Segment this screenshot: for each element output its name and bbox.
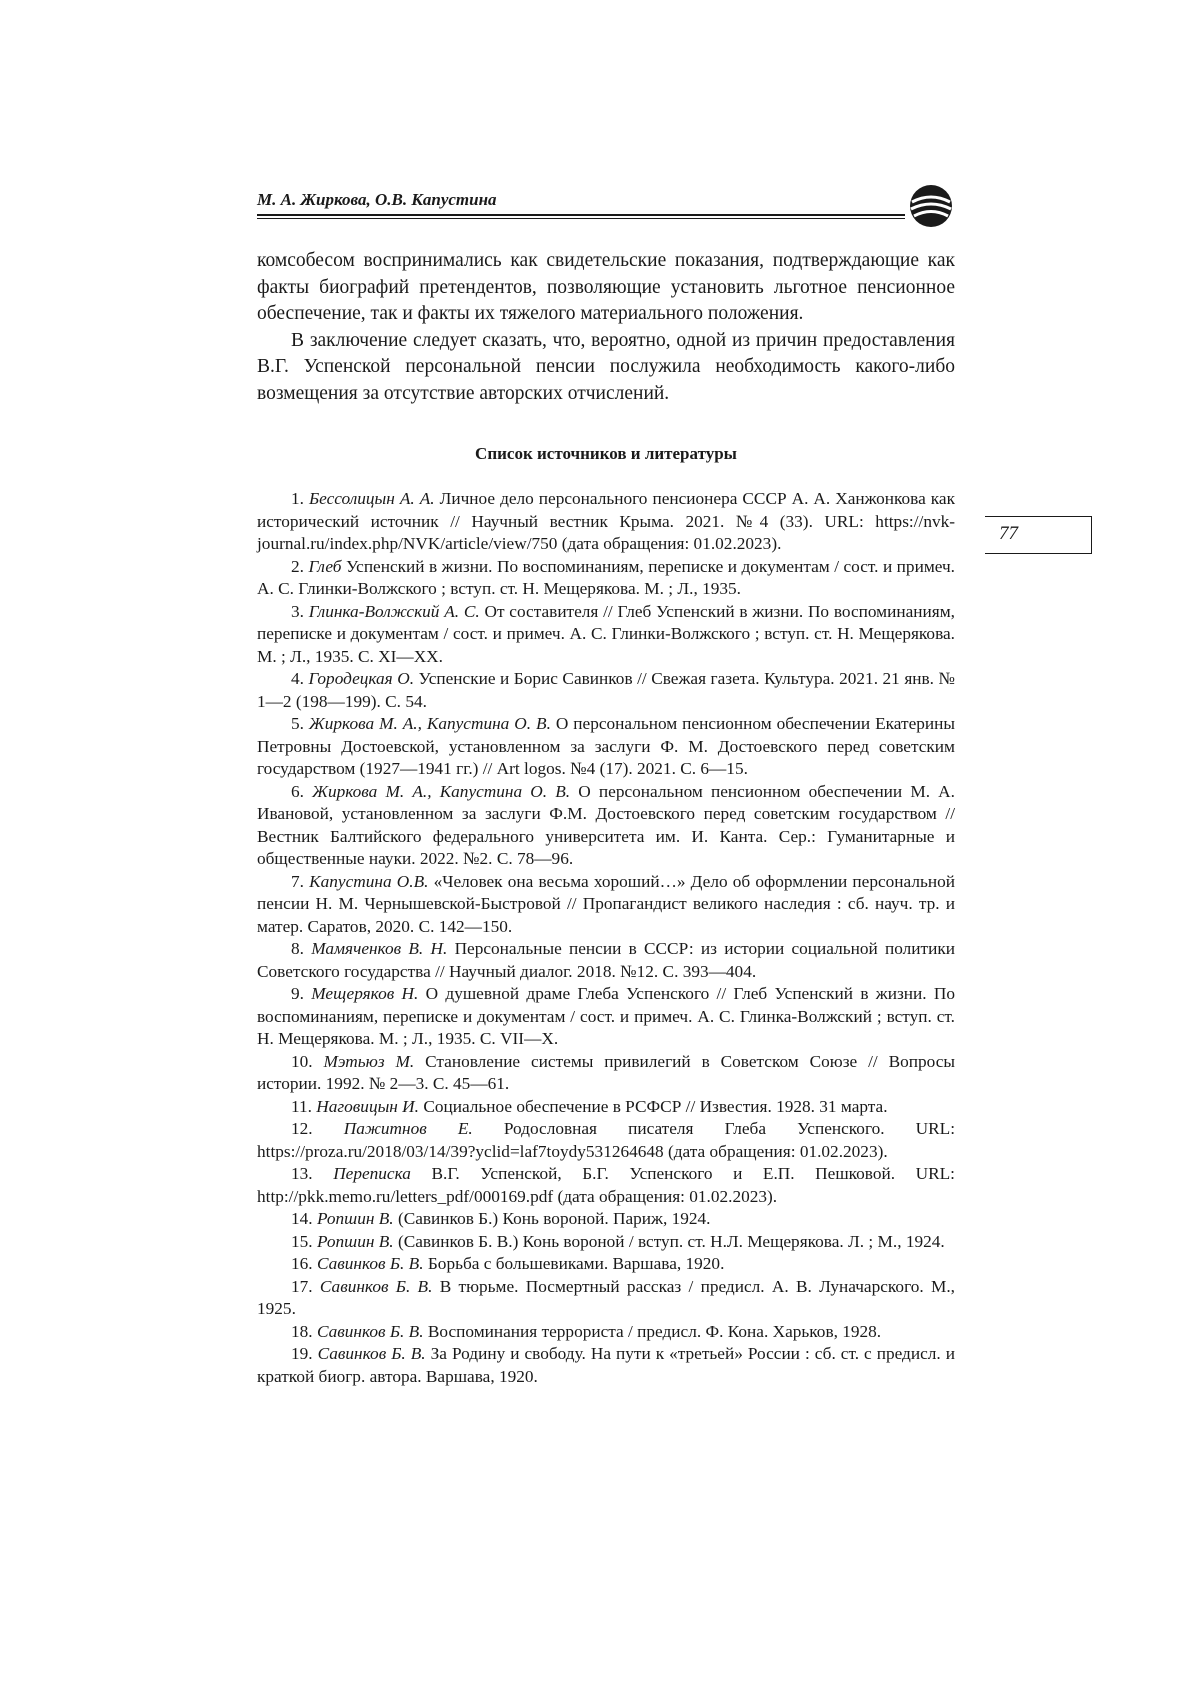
reference-number: 8. — [291, 939, 304, 958]
reference-text: Становление системы привилегий в Советском Союзе // Вопросы истории. 1992. № 2—3. С. 45—61. — [257, 1051, 955, 1093]
reference-number: 19. — [291, 1344, 313, 1363]
reference-number: 12. — [291, 1119, 313, 1138]
reference-item — [257, 1051, 955, 1096]
reference-text: Личное дело персонального пенсионера СССР А. А. Ханжонкова как исторический источник // Научный вестник Крыма. 2021. №4 (33). URL: https://nvk-journal.ru/index.php/NVK/article/view/750 (дата обращения: 01.02.2023). — [257, 489, 955, 553]
page-number: 77 — [999, 523, 1018, 544]
reference-author: Савинков Б. В. — [316, 1254, 424, 1273]
reference-text: Успенский в жизни. По воспоминаниям, переписке и документам / сост. и примеч. А. С. Глинки-Волжского ; вступ. ст. Н. Мещерякова. М. ; Л., 1935. — [257, 556, 956, 598]
reference-author: Ропшин В. — [316, 1231, 394, 1251]
reference-author: Жиркова М. А., Капустина О. В. — [308, 714, 551, 733]
reference-number: 15. — [291, 1231, 313, 1251]
reference-text: За Родину и свободу. На пути к «третьей» России : сб. ст. с предисл. и краткой биогр. автора. Варшава, 1920. — [257, 1344, 955, 1386]
reference-number: 11. — [291, 1096, 312, 1116]
reference-item — [257, 601, 955, 669]
reference-author: Савинков Б. В. — [317, 1344, 426, 1363]
reference-text: Персональные пенсии в СССР: из истории социальной политики Советского государства // Научный диалог. 2018. №12. С. 393—404. — [257, 939, 955, 981]
reference-text: В тюрьме. Посмертный рассказ / предисл. А. В. Луначарского. М., 1925. — [257, 1276, 955, 1318]
reference-item — [257, 1321, 955, 1344]
reference-item — [257, 1118, 955, 1163]
reference-number: 3. — [291, 601, 304, 621]
references-list — [257, 488, 955, 1388]
paragraph: комсобесом воспринимались как свидетельские показания, подтверждающие как факты биографий претендентов, позволяющие установить льготное пенсионное обеспечение, так и факты их тяжелого материального положения. — [257, 250, 955, 324]
reference-item — [257, 781, 955, 871]
journal-logo-icon — [907, 182, 955, 230]
header-rule-thin — [257, 218, 905, 219]
paragraph: В заключение следует сказать, что, вероятно, одной из причин предоставления В.Г. Успенской персональной пенсии послужила необходимость какого-либо возмещения за отсутствие авторских отчислений. — [257, 329, 955, 404]
reference-text: Воспоминания террориста / предисл. Ф. Кона. Харьков, 1928. — [427, 1321, 882, 1341]
reference-number: 13. — [291, 1164, 313, 1183]
reference-author: Мещеряков Н. — [311, 984, 419, 1003]
reference-number: 17. — [291, 1276, 313, 1296]
reference-text: Родословная писателя Глеба Успенского. URL: https://proza.ru/2018/03/14/39?yclid=laf7toydy531264648 (дата обращения: 01.02.2023). — [257, 1119, 956, 1161]
reference-text: От составителя // Глеб Успенский в жизни. По воспоминаниям, переписке и документам / сост. и примеч. А. С. Глинки-Волжского ; вступ. ст. Н. Мещерякова. М. ; Л., 1935. С. XI—XX. — [257, 601, 955, 666]
reference-author: Переписка — [333, 1164, 411, 1183]
reference-text: Борьба с большевиками. Варшава, 1920. — [427, 1254, 725, 1273]
reference-item — [257, 713, 955, 781]
reference-author: Ропшин В. — [316, 1209, 394, 1228]
reference-author: Наговицын И. — [316, 1096, 419, 1116]
reference-number: 4. — [291, 669, 304, 688]
reference-item — [257, 488, 955, 556]
reference-item — [257, 556, 955, 601]
reference-item — [257, 1096, 955, 1119]
reference-item — [257, 871, 955, 939]
reference-author: Бессолицын А. А. — [308, 489, 435, 508]
page-number-box — [985, 516, 1092, 554]
reference-number: 5. — [291, 714, 304, 733]
reference-text: В.Г. Успенской, Б.Г. Успенского и Е.П. Пешковой. URL: http://pkk.memo.ru/letters_pdf/000169.pdf (дата обращения: 01.02.2023). — [257, 1164, 955, 1206]
reference-item — [257, 1253, 955, 1276]
reference-number: 7. — [291, 871, 304, 891]
reference-text: Успенские и Борис Савинков // Свежая газета. Культура. 2021. 21 янв. № 1—2 (198—199). С. 54. — [257, 669, 955, 711]
reference-item — [257, 668, 955, 713]
reference-author: Капустина О.В. — [309, 871, 429, 891]
reference-author: Савинков Б. В. — [316, 1321, 424, 1341]
reference-author: Жиркова М. А., Капустина О. В. — [312, 781, 571, 801]
reference-text: О персональном пенсионном обеспечении Екатерины Петровны Достоевской, установленном за заслуги Ф. М. Достоевского перед советским государством (1927—1941 гг.) // Art logos. №4 (17). 2021. С. 6—15. — [257, 714, 956, 778]
reference-item — [257, 1343, 955, 1388]
reference-author: Мэтьюз М. — [323, 1051, 415, 1071]
references-title: Список источников и литературы — [475, 444, 737, 463]
reference-text: «Человек она весьма хороший…» Дело об оформлении персональной пенсии Н. М. Чернышевской-Быстровой // Пропагандист великого наследия : сб. науч. тр. и матер. Саратов, 2020. С. 142—150. — [257, 871, 955, 936]
reference-number: 6. — [291, 781, 304, 801]
running-header — [257, 190, 955, 220]
reference-number: 18. — [291, 1321, 313, 1341]
reference-text: (Савинков Б. В.) Конь вороной / вступ. ст. Н.Л. Мещерякова. Л. ; М., 1924. — [397, 1231, 945, 1251]
reference-number: 1. — [291, 489, 304, 508]
reference-item — [257, 1276, 955, 1321]
reference-item — [257, 1163, 955, 1208]
reference-number: 14. — [291, 1209, 313, 1228]
reference-author: Савинков Б. В. — [319, 1276, 433, 1296]
reference-item — [257, 1231, 955, 1254]
header-rule — [257, 214, 905, 216]
reference-item — [257, 983, 955, 1051]
reference-number: 9. — [291, 984, 304, 1003]
reference-author: Пажитнов Е. — [343, 1119, 473, 1138]
reference-number: 16. — [291, 1254, 313, 1273]
reference-text: О персональном пенсионном обеспечении М. А. Ивановой, установленном за заслуги Ф.М. Достоевского перед советским государством // Вестник Балтийского федерального университета им. И. Канта. Сер.: Гуманитарные и общественные науки. 2022. №2. С. 78—96. — [257, 781, 955, 868]
reference-item — [257, 938, 955, 983]
body-text — [257, 248, 955, 407]
reference-number: 2. — [291, 556, 304, 576]
reference-author: Глеб — [308, 556, 342, 576]
reference-author: Городецкая О. — [308, 669, 415, 688]
reference-text: Социальное обеспечение в РСФСР // Известия. 1928. 31 марта. — [423, 1096, 888, 1116]
reference-text: О душевной драме Глеба Успенского // Глеб Успенский в жизни. По воспоминаниям, переписке и документам / сост. и примеч. А. С. Глинка-Волжский ; вступ. ст. Н. Мещерякова. М. ; Л., 1935. С. VII—X. — [257, 984, 956, 1048]
reference-text: (Савинков Б.) Конь вороной. Париж, 1924. — [397, 1209, 711, 1228]
reference-number: 10. — [291, 1051, 313, 1071]
header-authors: М. А. Жиркова, О.В. Капустина — [257, 190, 497, 209]
reference-item — [257, 1208, 955, 1231]
reference-author: Мамяченков В. Н. — [311, 939, 448, 958]
reference-author: Глинка-Волжский А. С. — [308, 601, 480, 621]
